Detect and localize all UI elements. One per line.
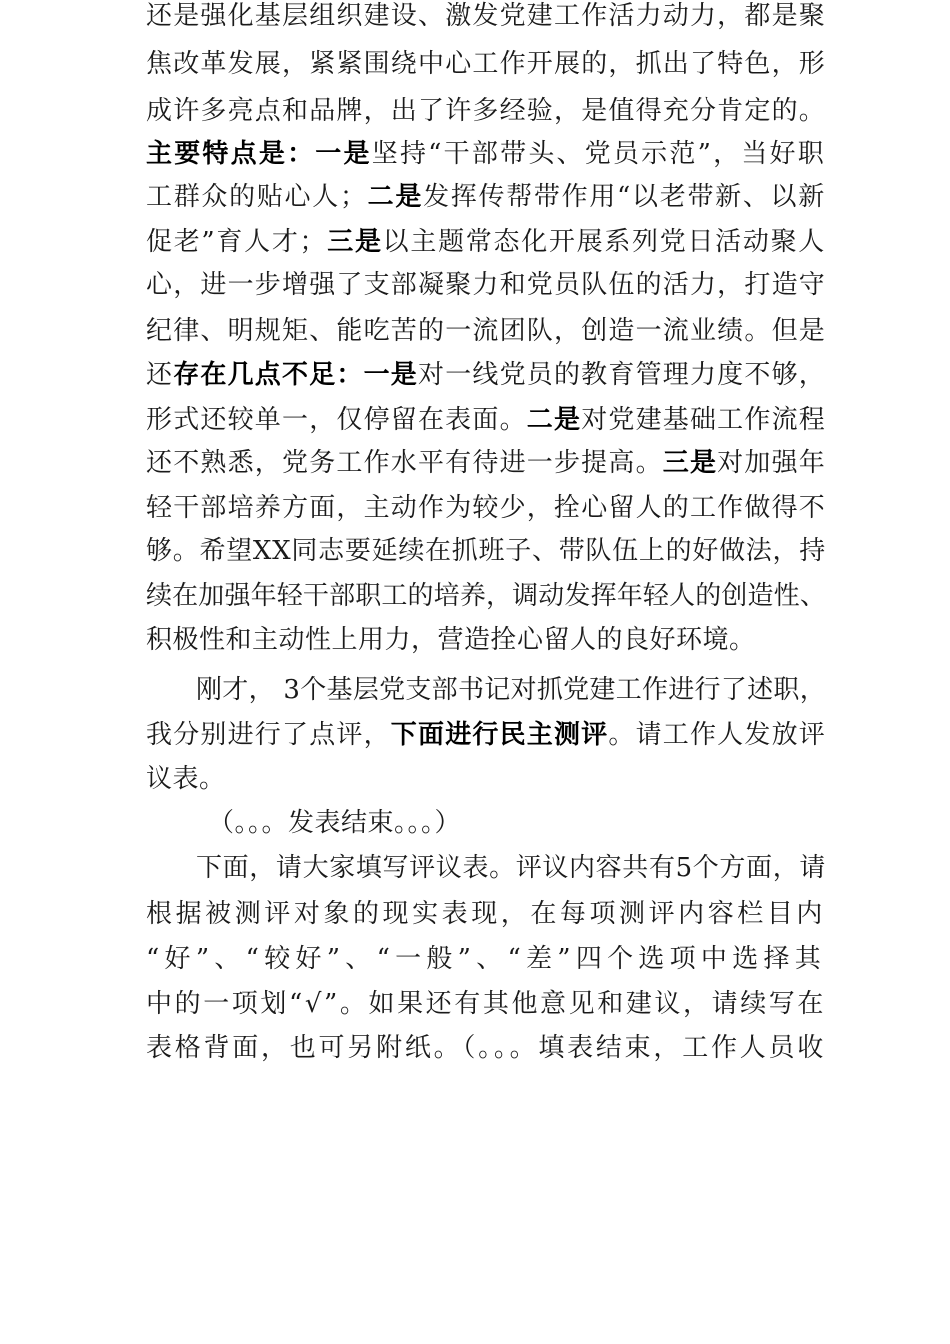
text-line — [146, 763, 226, 795]
text-segment: 促老”育人才； — [146, 227, 328, 257]
text-segment: 纪律、明规矩、能吃苦的一流团队，创造一流业绩。但是 — [146, 316, 826, 346]
text-line — [196, 674, 826, 706]
text-line — [208, 807, 461, 839]
text-segment: “好”、“较好”、“一般”、“差”四个选项中选择其 — [146, 944, 826, 974]
text-line — [196, 852, 826, 884]
bold-text-segment: 一是 — [315, 139, 372, 169]
text-line — [146, 269, 826, 301]
bold-text-segment: 二是 — [526, 405, 582, 435]
text-segment: 根据被测评对象的现实表现，在每项测评内容栏目内 — [146, 899, 826, 929]
text-segment: 对一线党员的教育管理力度不够， — [418, 360, 826, 390]
text-segment: 对加强年 — [717, 448, 826, 478]
text-segment: 形式还较单一，仅停留在表面。 — [146, 405, 527, 435]
text-line — [146, 95, 826, 127]
text-segment: 我分别进行了点评， — [146, 720, 391, 750]
text-line — [146, 1032, 826, 1064]
text-segment: 成许多亮点和品牌，出了许多经验，是值得充分肯定的。 — [146, 96, 826, 126]
text-segment: 中的一项划“√”。如果还有其他意见和建议，请续写在 — [146, 989, 826, 1019]
text-segment: 议表。 — [146, 764, 226, 794]
bold-text-segment: 三是 — [662, 448, 718, 478]
bold-text-segment: 一是 — [363, 360, 418, 390]
text-line — [146, 404, 826, 436]
text-segment: （。。。发表结束。。。） — [208, 808, 462, 838]
text-segment: 以主题常态化开展系列党日活动聚人 — [382, 227, 826, 257]
text-segment: 工群众的贴心人； — [146, 182, 368, 212]
text-segment: 积极性和主动性上用力，营造拴心留人的良好环境。 — [146, 625, 756, 655]
text-segment: 焦改革发展，紧紧围绕中心工作开展的，抓出了特色，形 — [146, 49, 826, 79]
text-line — [146, 315, 826, 347]
text-line — [146, 226, 826, 258]
text-line — [146, 0, 826, 32]
text-line — [146, 898, 826, 930]
text-segment: 刚才， 3个基层党支部书记对抓党建工作进行了述职， — [196, 675, 826, 705]
bold-text-segment: 下面进行民主测评 — [390, 720, 609, 750]
text-line — [146, 492, 826, 524]
text-segment: 表格背面，也可另附纸。（。。。填表结束，工作人员收 — [146, 1033, 826, 1063]
bold-text-segment: 存在几点不足： — [173, 360, 364, 390]
text-line — [146, 624, 756, 656]
text-line — [146, 181, 826, 213]
text-line — [146, 138, 826, 170]
bold-text-segment: 主要特点是： — [146, 139, 316, 169]
text-line — [146, 359, 826, 391]
text-segment: 对党建基础工作流程 — [581, 405, 826, 435]
text-segment: 。请工作人发放评 — [608, 720, 826, 750]
text-segment: 下面，请大家填写评议表。评议内容共有5个方面，请 — [196, 853, 826, 883]
text-segment: 还 — [146, 360, 174, 390]
bold-text-segment: 三是 — [327, 227, 383, 257]
text-line — [146, 719, 826, 751]
text-line — [146, 580, 826, 612]
text-segment: 续在加强年轻干部职工的培养，调动发挥年轻人的创造性、 — [146, 581, 826, 611]
text-segment: 够。希望XX同志要延续在抓班子、带队伍上的好做法，持 — [146, 536, 826, 566]
text-line — [146, 943, 826, 975]
text-segment: 轻干部培养方面，主动作为较少，拴心留人的工作做得不 — [146, 493, 826, 523]
text-line — [146, 988, 826, 1020]
text-line — [146, 48, 826, 80]
text-segment: 坚持“干部带头、党员示范”，当好职 — [371, 139, 826, 169]
text-segment: 发挥传帮带作用“以老带新、以新 — [423, 182, 826, 212]
text-segment: 还不熟悉，党务工作水平有待进一步提高。 — [146, 448, 663, 478]
text-segment: 还是强化基层组织建设、激发党建工作活力动力，都是聚 — [146, 1, 826, 31]
text-segment: 心，进一步增强了支部凝聚力和党员队伍的活力，打造守 — [146, 270, 826, 300]
text-line — [146, 447, 826, 479]
text-line — [146, 535, 826, 567]
bold-text-segment: 二是 — [367, 182, 424, 212]
